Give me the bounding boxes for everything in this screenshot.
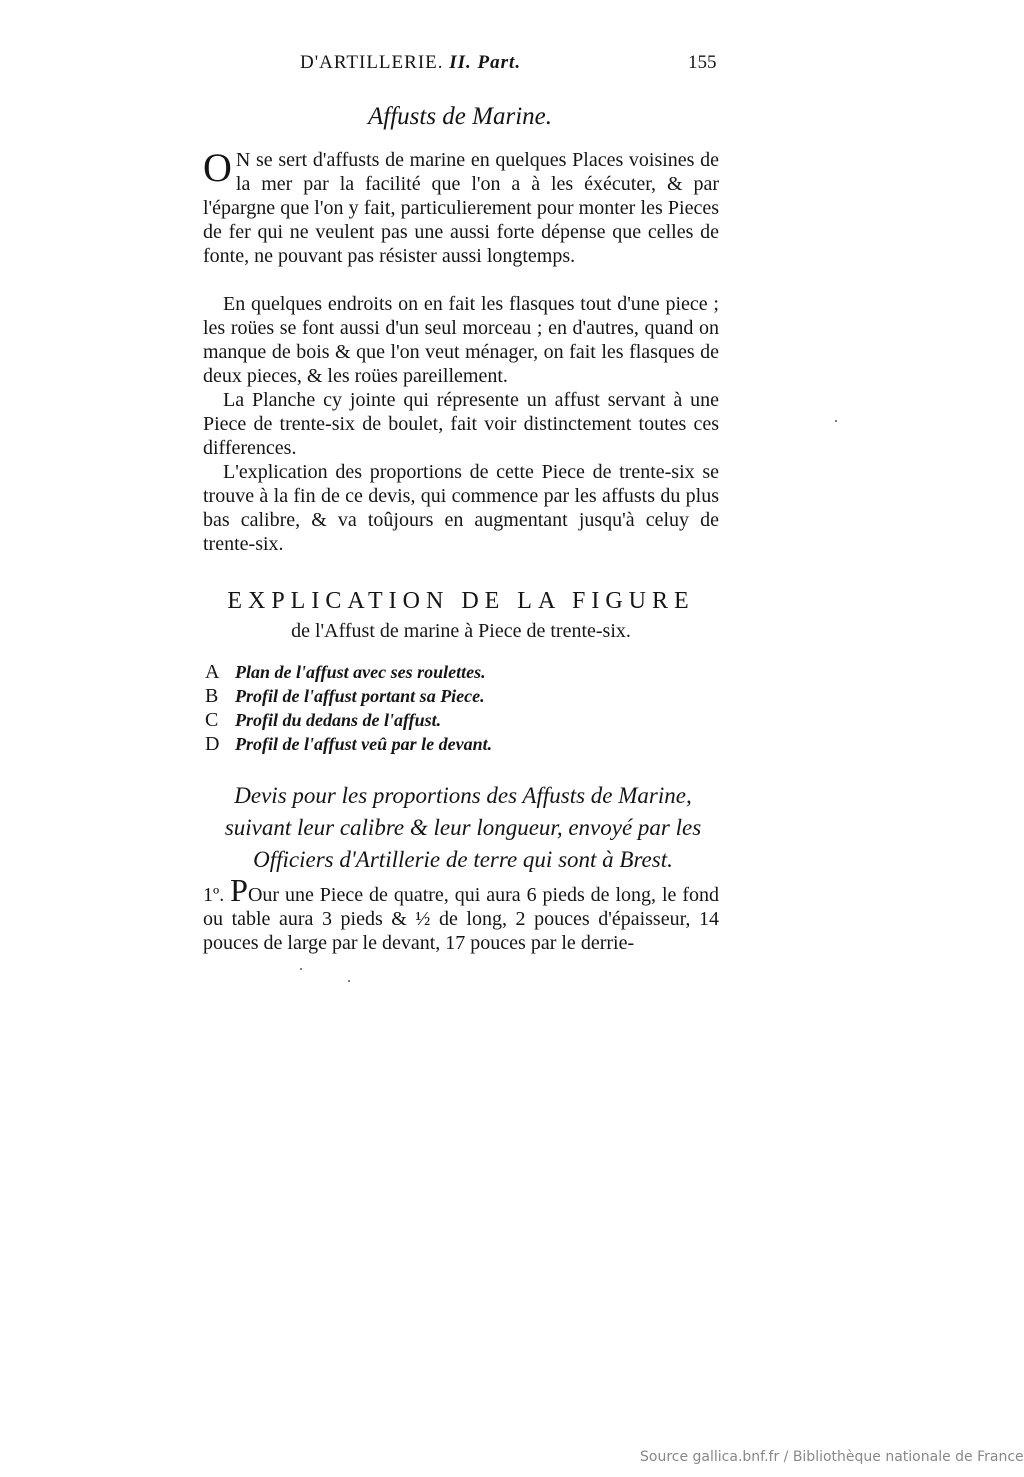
paragraph-3: [203, 388, 719, 460]
ink-speck: [300, 968, 302, 970]
paragraph-2: [203, 292, 719, 388]
ink-speck: [348, 980, 350, 982]
running-head-title: D'ARTILLERIE.: [300, 52, 444, 73]
legend-item: [205, 684, 705, 708]
legend-text: Plan de l'affust avec ses roulettes.: [235, 662, 486, 682]
legend-item: [205, 732, 705, 756]
figure-legend: [205, 660, 705, 756]
paragraph-1: [203, 145, 719, 268]
legend-letter: C: [205, 709, 219, 731]
legend-item: [205, 708, 705, 732]
section-title: Affusts de Marine.: [367, 103, 552, 130]
legend-text: Profil de l'affust veû par le devant.: [235, 734, 493, 754]
running-head-part: II. Part.: [449, 52, 522, 73]
drop-capital: O: [203, 145, 232, 190]
paragraph-4-text: L'explication des proportions de cette Piece de trente-six se trouve à la fin de ce devis, qui commence par les affusts du plus bas calibre, & va toûjours en augmentant jusqu'à celuy de trente-six.: [203, 461, 719, 555]
first-item-paragraph: [203, 872, 719, 955]
legend-text: Profil du dedans de l'affust.: [235, 710, 442, 730]
paragraph-3-text: La Planche cy jointe qui répresente un affust servant à une Piece de trente-six de boulet, fait voir distinctement toutes ces differences.: [203, 389, 719, 459]
paragraph-1-text: N se sert d'affusts de marine en quelques Places voisines de la mer par la facilité que l'on a à les éxécuter, & par l'épargne que l'on y fait, particulierement pour monter les Pieces de fer qui ne veulent pas une aussi forte dépense que celles de fonte, ne pouvant pas résister aussi longtemps.: [203, 149, 719, 267]
devis-title: Devis pour les proportions des Affusts de Marine, suivant leur calibre & leur longueur, envoyé par les Officiers d'Artillerie de terre qui sont à Brest.: [224, 783, 702, 872]
legend-letter: B: [205, 685, 219, 707]
source-footer: Source gallica.bnf.fr / Bibliothèque nationale de France: [640, 1449, 1024, 1465]
figure-explanation-heading: EXPLICATION DE LA FIGURE: [227, 588, 695, 614]
legend-text: Profil de l'affust portant sa Piece.: [235, 686, 485, 706]
legend-item: [205, 660, 705, 684]
page-number: 155: [688, 52, 717, 73]
legend-letter: D: [205, 733, 220, 755]
paragraph-4: [203, 460, 719, 556]
ink-speck: [835, 420, 837, 422]
legend-letter: A: [205, 661, 220, 683]
paragraph-2-text: En quelques endroits on en fait les flasques tout d'une piece ; les roües se font aussi d'un seul morceau ; en d'autres, quand on manque de bois & que l'on veut ménager, on fait les flasques de deux pieces, & les roües pareillement.: [203, 293, 719, 387]
running-head: [300, 52, 521, 74]
drop-capital: P: [230, 872, 248, 908]
first-item-text: Our une Piece de quatre, qui aura 6 pieds de long, le fond ou table aura 3 pieds & ½ de long, 2 pouces d'épaisseur, 14 pouces de large par le devant, 17 pouces par le derrie-: [203, 884, 719, 954]
figure-explanation-subheading: de l'Affust de marine à Piece de trente-six.: [291, 620, 631, 642]
item-number: 1º.: [203, 884, 225, 906]
